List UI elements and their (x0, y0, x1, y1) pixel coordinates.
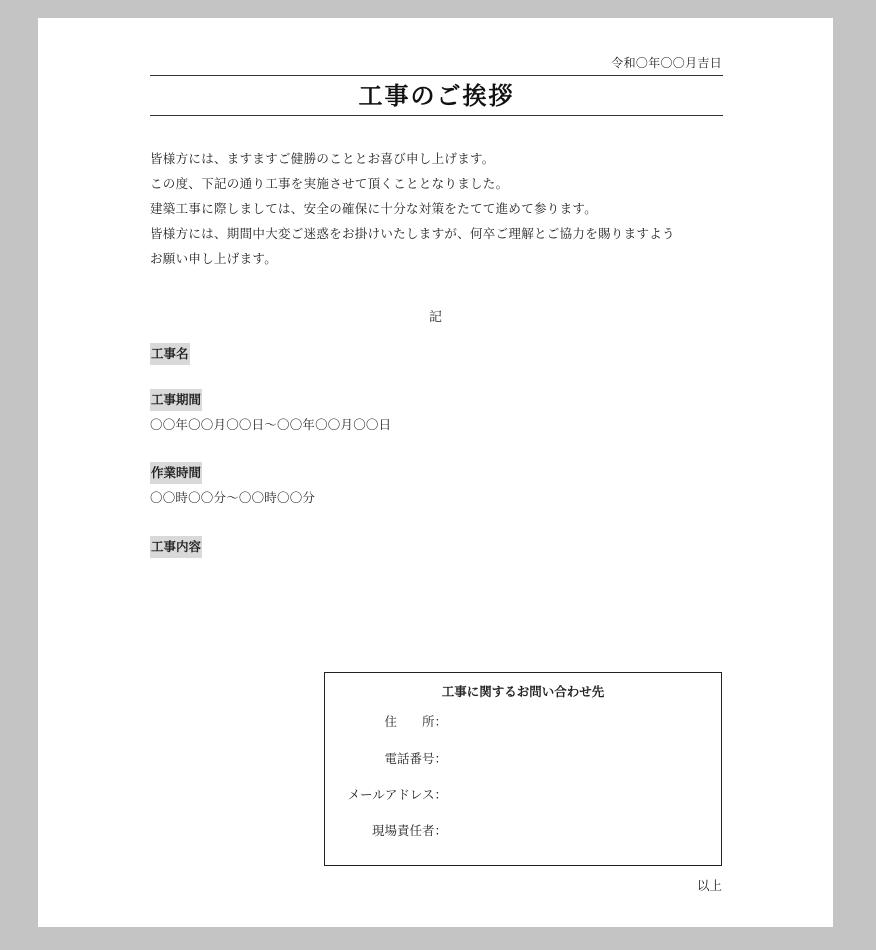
contact-title: 工事に関するお問い合わせ先 (441, 684, 605, 699)
document-page (38, 18, 833, 927)
body-line: 皆様方には、期間中大変ご迷惑をお掛けいたしますが、何卒ご理解とご協力を賜りますよう (150, 226, 675, 241)
contact-manager-label: 現場責任者： (371, 823, 447, 838)
contact-email-label: メールアドレス： (347, 787, 447, 802)
ki-heading: 記 (428, 310, 442, 325)
item-value-construction-period: 〇〇年〇〇月〇〇日～〇〇年〇〇月〇〇日 (150, 417, 392, 432)
contact-phone-label: 電話番号： (384, 751, 447, 766)
body-line: この度、下記の通り工事を実施させて頂くこととなりました。 (150, 176, 509, 191)
item-label-work-hours: 作業時間 (150, 462, 202, 484)
body-line: お願い申し上げます。 (150, 251, 278, 266)
item-value-work-hours: 〇〇時〇〇分～〇〇時〇〇分 (150, 490, 316, 505)
body-line: 皆様方には、ますますご健勝のこととお喜び申し上げます。 (150, 151, 495, 166)
title-rule-box (150, 75, 723, 116)
closing-text: 以上 (696, 878, 722, 893)
document-date: 令和〇年〇〇月吉日 (611, 56, 722, 70)
greeting-body (150, 146, 750, 271)
body-line: 建築工事に際しましては、安全の確保に十分な対策をたてて進めて参ります。 (150, 201, 598, 216)
item-label-construction-details: 工事内容 (150, 536, 202, 558)
contact-address-label: 住 所： (384, 714, 447, 729)
document-title: 工事のご挨拶 (358, 81, 515, 110)
contact-box (324, 672, 722, 866)
item-label-construction-period: 工事期間 (150, 389, 202, 411)
item-label-construction-name: 工事名 (150, 343, 190, 365)
